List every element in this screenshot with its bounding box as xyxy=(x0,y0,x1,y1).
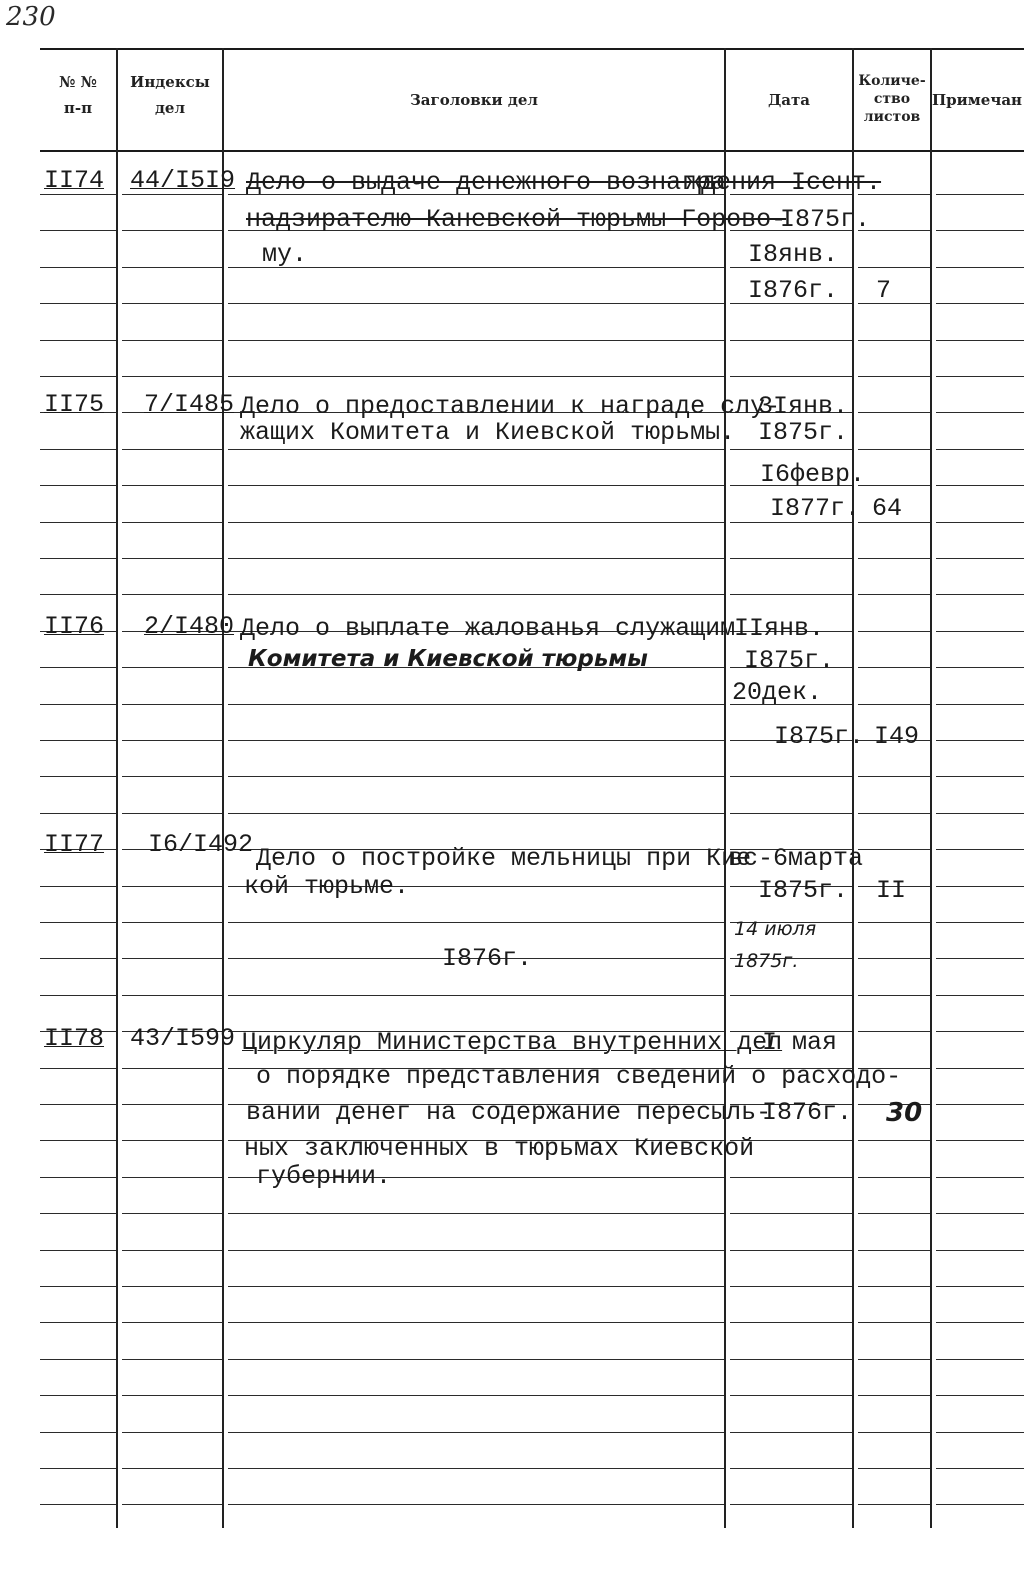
ruled-line xyxy=(730,449,852,450)
ruled-line xyxy=(228,1250,724,1251)
entry-date-line: I875г. xyxy=(780,205,871,234)
ruled-line xyxy=(730,1432,852,1433)
ruled-line xyxy=(730,776,852,777)
ruled-line xyxy=(730,1177,852,1178)
ruled-line xyxy=(40,1359,116,1360)
ruled-line xyxy=(40,1286,116,1287)
ruled-line xyxy=(40,594,116,595)
entry-date-line-handwritten: 1875г. xyxy=(734,950,799,972)
ruled-line xyxy=(936,376,1024,377)
ruled-line xyxy=(122,376,222,377)
entry-index: 44/I5I9 xyxy=(130,166,236,195)
ruled-line xyxy=(936,922,1024,923)
ruled-line xyxy=(858,485,930,486)
ruled-line xyxy=(122,1213,222,1214)
entry-title-line: Дело о выплате жалованья служащим xyxy=(240,614,736,643)
header-notes: Примечан xyxy=(932,91,1023,109)
ruled-line xyxy=(40,1322,116,1323)
ruled-line xyxy=(936,1140,1024,1141)
ruled-line xyxy=(40,376,116,377)
ruled-line xyxy=(858,1322,930,1323)
ruled-line xyxy=(858,922,930,923)
ruled-line xyxy=(730,1322,852,1323)
ruled-line xyxy=(40,340,116,341)
ruled-line xyxy=(936,1213,1024,1214)
column-divider xyxy=(852,48,854,1528)
ruled-line xyxy=(228,558,724,559)
ruled-line xyxy=(730,1213,852,1214)
ruled-line xyxy=(122,485,222,486)
ruled-line xyxy=(936,340,1024,341)
ruled-line xyxy=(40,740,116,741)
ruled-line xyxy=(858,995,930,996)
ruled-line xyxy=(40,558,116,559)
ruled-line xyxy=(730,813,852,814)
ruled-line xyxy=(858,667,930,668)
ruled-line xyxy=(122,267,222,268)
entry-sheet-count: I49 xyxy=(874,722,920,751)
ruled-line xyxy=(730,1286,852,1287)
ruled-line xyxy=(122,1104,222,1105)
ruled-line xyxy=(122,594,222,595)
ruled-line xyxy=(858,376,930,377)
ruled-line xyxy=(122,704,222,705)
ruled-line xyxy=(858,1286,930,1287)
entry-date-line: I875г. xyxy=(758,876,849,905)
entry-date-line: I мая xyxy=(762,1028,838,1057)
ruled-line xyxy=(122,1504,222,1505)
ruled-line xyxy=(858,849,930,850)
ruled-line xyxy=(730,1359,852,1360)
ruled-line xyxy=(40,230,116,231)
ruled-line xyxy=(936,194,1024,195)
ruled-line xyxy=(40,1468,116,1469)
ruled-line xyxy=(40,958,116,959)
ruled-line xyxy=(228,1395,724,1396)
ruled-line xyxy=(122,1322,222,1323)
ruled-line xyxy=(858,303,930,304)
entry-sheet-count: 7 xyxy=(876,276,892,305)
entry-date-line: ждения Iсент. xyxy=(686,168,882,197)
ruled-line xyxy=(858,594,930,595)
ruled-line xyxy=(122,1250,222,1251)
ruled-line xyxy=(40,776,116,777)
entry-number: II74 xyxy=(44,166,105,195)
ruled-line xyxy=(730,1395,852,1396)
ruled-line xyxy=(122,522,222,523)
ruled-line xyxy=(228,449,724,450)
ruled-line xyxy=(228,303,724,304)
ruled-line xyxy=(122,995,222,996)
ruled-line xyxy=(936,995,1024,996)
entry-date-line: I8янв. xyxy=(748,240,839,269)
ruled-line xyxy=(40,267,116,268)
entry-date-line-handwritten: 14 июля xyxy=(734,918,817,940)
ruled-line xyxy=(122,449,222,450)
ruled-line xyxy=(122,813,222,814)
ruled-line xyxy=(858,1140,930,1141)
ruled-line xyxy=(730,1250,852,1251)
ruled-line xyxy=(122,740,222,741)
entry-sheet-count: II xyxy=(876,876,907,905)
ruled-line xyxy=(40,1140,116,1141)
ruled-line xyxy=(122,1286,222,1287)
ruled-line xyxy=(936,1031,1024,1032)
entry-date-line: IIянв. xyxy=(734,614,825,643)
entry-date-line: вс-6марта xyxy=(728,844,864,873)
ruled-line xyxy=(40,485,116,486)
ruled-line xyxy=(40,1177,116,1178)
header-number: № № п-п xyxy=(59,73,97,117)
ruled-line xyxy=(936,1395,1024,1396)
ruled-line xyxy=(122,230,222,231)
ruled-line xyxy=(228,485,724,486)
entry-title-line: о порядке представления сведений о расходо- xyxy=(256,1062,902,1091)
ruled-line xyxy=(730,340,852,341)
ruled-line xyxy=(228,522,724,523)
column-divider xyxy=(116,48,118,1528)
ruled-line xyxy=(936,1286,1024,1287)
ruled-line xyxy=(936,1432,1024,1433)
ruled-line xyxy=(122,886,222,887)
entry-title-line: I876г. xyxy=(442,944,533,973)
ruled-line xyxy=(936,1068,1024,1069)
header-titles: Заголовки дел xyxy=(409,91,539,109)
entry-number: II77 xyxy=(44,830,105,859)
ruled-line xyxy=(936,886,1024,887)
ruled-line xyxy=(122,1177,222,1178)
ruled-line xyxy=(122,558,222,559)
ruled-line xyxy=(858,1432,930,1433)
ruled-line xyxy=(40,1432,116,1433)
ruled-line xyxy=(936,594,1024,595)
entry-index: 7/I485 xyxy=(144,390,235,419)
entry-number: II78 xyxy=(44,1024,105,1053)
column-divider xyxy=(930,48,932,1528)
ruled-line xyxy=(858,412,930,413)
ruled-line xyxy=(228,740,724,741)
entry-title-line: Дело о выдаче денежного вознагра xyxy=(246,168,727,197)
ruled-line xyxy=(730,558,852,559)
entry-title-line: жащих Комитета и Киевской тюрьмы. xyxy=(240,418,736,447)
entry-number: II75 xyxy=(44,390,105,419)
entry-title-line: Дело о предоставлении к награде слу- xyxy=(240,392,781,421)
ruled-line xyxy=(858,704,930,705)
ruled-line xyxy=(936,704,1024,705)
ruled-line xyxy=(228,1504,724,1505)
entry-date-line: I877г. xyxy=(770,494,861,523)
header-sheet-count: Количе- ство листов xyxy=(858,73,926,125)
ruled-line xyxy=(122,776,222,777)
ruled-line xyxy=(858,1213,930,1214)
ruled-line xyxy=(228,376,724,377)
ruled-line xyxy=(228,995,724,996)
ruled-line xyxy=(730,995,852,996)
ruled-line xyxy=(228,1322,724,1323)
ruled-line xyxy=(122,1395,222,1396)
header-index: Индексы дел xyxy=(130,73,210,117)
ruled-line xyxy=(228,1432,724,1433)
ruled-line xyxy=(936,1322,1024,1323)
entry-title-line: Циркуляр Министерства внутренних дел xyxy=(242,1028,783,1057)
ruled-line xyxy=(936,267,1024,268)
entry-title-line: вании денег на содержание пересыль- xyxy=(246,1098,772,1127)
entry-date-line: I876г. xyxy=(748,276,839,305)
entry-title-line-handwritten: Комитета и Киевской тюрьмы xyxy=(248,646,648,672)
ruled-line xyxy=(858,1031,930,1032)
ruled-line xyxy=(858,449,930,450)
entry-date-line: I875г. xyxy=(758,418,849,447)
ruled-line xyxy=(936,813,1024,814)
column-divider xyxy=(724,48,726,1528)
ruled-line xyxy=(858,813,930,814)
ruled-line xyxy=(858,958,930,959)
ruled-line xyxy=(40,922,116,923)
entry-title-line: надзирателю Каневской тюрьмы Горово- xyxy=(246,205,787,234)
ruled-line xyxy=(858,267,930,268)
ruled-line xyxy=(228,704,724,705)
ruled-line xyxy=(122,1140,222,1141)
ruled-line xyxy=(858,1504,930,1505)
ruled-line xyxy=(936,230,1024,231)
ruled-line xyxy=(228,594,724,595)
ruled-line xyxy=(40,522,116,523)
entry-index: I6/I492 xyxy=(148,830,254,859)
ruled-line xyxy=(40,813,116,814)
header-bottom-rule xyxy=(40,150,1024,152)
ruled-line xyxy=(858,776,930,777)
ruled-line xyxy=(40,1504,116,1505)
ruled-line xyxy=(858,1395,930,1396)
ruled-line xyxy=(730,376,852,377)
ruled-line xyxy=(122,1359,222,1360)
ruled-line xyxy=(936,631,1024,632)
ruled-line xyxy=(228,1468,724,1469)
entry-date-line: I875г. xyxy=(774,722,865,751)
ruled-line xyxy=(228,1286,724,1287)
ruled-line xyxy=(858,631,930,632)
ruled-line xyxy=(936,303,1024,304)
ruled-line xyxy=(936,1504,1024,1505)
ruled-line xyxy=(228,776,724,777)
ruled-line xyxy=(40,667,116,668)
page-number: 230 xyxy=(6,2,56,32)
entry-number: II76 xyxy=(44,612,105,641)
entry-title-line: Дело о постройке мельницы при Кие xyxy=(256,844,752,873)
ruled-line xyxy=(122,1068,222,1069)
ruled-line xyxy=(936,958,1024,959)
ruled-line xyxy=(122,303,222,304)
ruled-line xyxy=(936,1104,1024,1105)
entry-date-line: I6февр. xyxy=(760,460,866,489)
ruled-line xyxy=(40,1104,116,1105)
ruled-line xyxy=(730,1504,852,1505)
entry-sheet-count: 30 xyxy=(886,1098,923,1128)
entry-date-line: 20дек. xyxy=(732,678,823,707)
entry-index: 43/I599 xyxy=(130,1024,236,1053)
ruled-line xyxy=(936,1359,1024,1360)
ruled-line xyxy=(936,449,1024,450)
ruled-line xyxy=(40,704,116,705)
ruled-line xyxy=(40,449,116,450)
ruled-line xyxy=(122,1432,222,1433)
ruled-line xyxy=(730,594,852,595)
ruled-line xyxy=(40,1068,116,1069)
ruled-line xyxy=(122,1468,222,1469)
entry-date-line: I875г. xyxy=(744,646,835,675)
ruled-line xyxy=(122,958,222,959)
ruled-line xyxy=(936,485,1024,486)
ruled-line xyxy=(228,340,724,341)
ruled-line xyxy=(122,340,222,341)
ruled-line xyxy=(40,995,116,996)
ruled-line xyxy=(858,1177,930,1178)
entry-title-line: ных заключенных в тюрьмах Киевской xyxy=(244,1134,755,1163)
ruled-line xyxy=(858,1468,930,1469)
entry-date-line: I876г. xyxy=(762,1098,853,1127)
ruled-line xyxy=(40,886,116,887)
ruled-line xyxy=(936,558,1024,559)
entry-sheet-count: 64 xyxy=(872,494,903,523)
entry-title-line: кой тюрьме. xyxy=(244,872,410,901)
entry-index: 2/I480 xyxy=(144,612,235,641)
entry-title-line: губернии. xyxy=(256,1162,392,1191)
ruled-line xyxy=(40,1250,116,1251)
ruled-line xyxy=(40,303,116,304)
ruled-line xyxy=(228,922,724,923)
entry-date-line: 3Iянв. xyxy=(758,392,849,421)
header-top-rule xyxy=(40,48,1024,50)
ruled-line xyxy=(936,776,1024,777)
ruled-line xyxy=(936,740,1024,741)
header-date: Дата xyxy=(767,91,811,109)
ruled-line xyxy=(730,1468,852,1469)
column-divider xyxy=(222,48,224,1528)
ruled-line xyxy=(228,1359,724,1360)
entry-title-line: му. xyxy=(262,240,308,269)
ruled-line xyxy=(858,558,930,559)
ruled-line xyxy=(936,522,1024,523)
ruled-line xyxy=(858,1359,930,1360)
ruled-line xyxy=(936,1177,1024,1178)
ruled-line xyxy=(228,813,724,814)
ruled-line xyxy=(228,1213,724,1214)
ruled-line xyxy=(858,340,930,341)
ruled-line xyxy=(40,1395,116,1396)
ruled-line xyxy=(936,412,1024,413)
ruled-line xyxy=(936,1468,1024,1469)
ruled-line xyxy=(40,1213,116,1214)
ruled-line xyxy=(936,1250,1024,1251)
ruled-line xyxy=(858,1250,930,1251)
ruled-line xyxy=(122,667,222,668)
ruled-line xyxy=(936,849,1024,850)
ruled-line xyxy=(122,922,222,923)
ruled-line xyxy=(936,667,1024,668)
